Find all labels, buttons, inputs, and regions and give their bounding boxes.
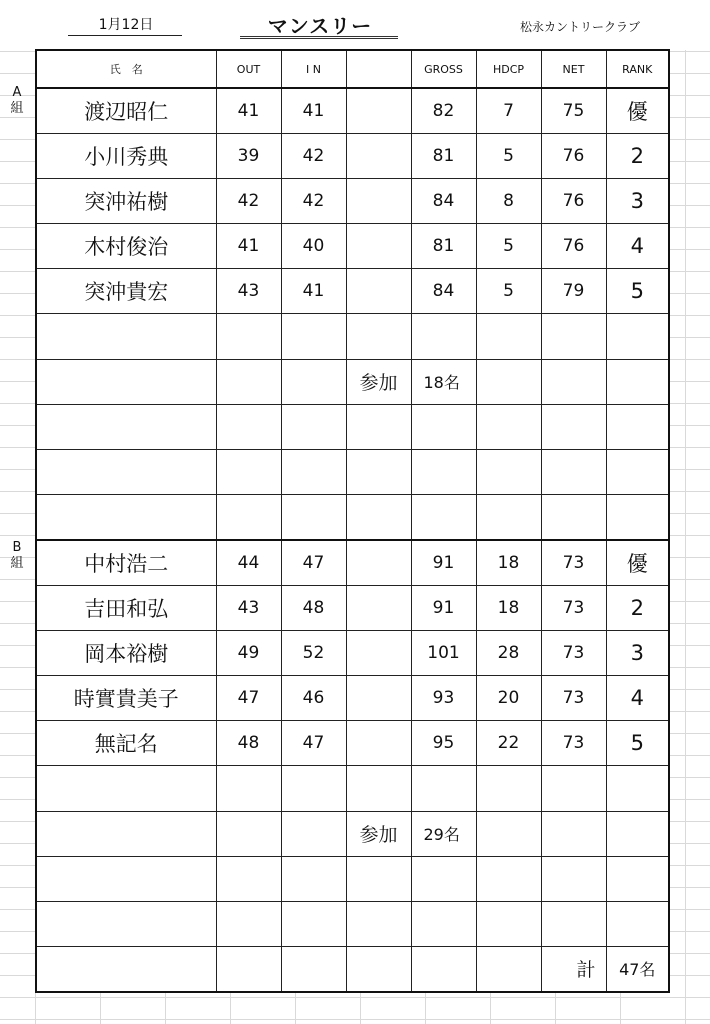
player-name: 時實貴美子 [36,676,216,721]
out-score: 44 [216,540,281,586]
title-underline [240,36,398,39]
empty-cell [541,494,606,540]
participation-count: 29名 [411,811,476,856]
table-row [36,586,669,631]
col-header-net: NET [541,50,606,88]
net-score: 79 [541,269,606,314]
empty-cell [346,404,411,449]
empty-cell [346,449,411,494]
empty-cell [606,766,669,811]
empty-cell [36,946,216,992]
empty-cell [476,901,541,946]
empty-cell [476,856,541,901]
participation-row [36,811,669,856]
gross-score: 84 [411,269,476,314]
table-row [36,134,669,179]
empty-cell [36,856,216,901]
gross-score: 81 [411,224,476,269]
rank: 3 [606,179,669,224]
empty-row [36,856,669,901]
player-name: 渡辺昭仁 [36,88,216,134]
hdcp-value: 28 [476,631,541,676]
empty-cell [216,449,281,494]
rank: 4 [606,676,669,721]
empty-cell [281,811,346,856]
in-score: 47 [281,721,346,766]
in-score: 46 [281,676,346,721]
empty-cell [476,359,541,404]
empty-cell [541,766,606,811]
empty-cell [346,856,411,901]
empty-cell [346,494,411,540]
total-count: 47名 [606,946,669,992]
hdcp-value: 5 [476,224,541,269]
rank: 2 [606,134,669,179]
empty-cell [541,314,606,359]
empty-cell [216,856,281,901]
hdcp-value: 18 [476,586,541,631]
in-score: 42 [281,134,346,179]
empty-cell [346,946,411,992]
empty-cell [476,811,541,856]
out-score: 49 [216,631,281,676]
blank-cell [346,88,411,134]
player-name: 突沖祐樹 [36,179,216,224]
empty-cell [281,766,346,811]
out-score: 41 [216,88,281,134]
empty-cell [606,449,669,494]
hdcp-value: 20 [476,676,541,721]
col-header-gross: GROSS [411,50,476,88]
page-title: マンスリー [267,14,373,38]
net-score: 76 [541,224,606,269]
table-row [36,540,669,586]
empty-cell [216,946,281,992]
empty-row [36,314,669,359]
rank: 優 [606,88,669,134]
blank-cell [346,631,411,676]
group-b-kanji: 組 [10,556,24,571]
empty-cell [281,314,346,359]
empty-cell [411,856,476,901]
group-a-label [6,85,28,117]
empty-cell [411,404,476,449]
net-score: 76 [541,134,606,179]
gross-score: 101 [411,631,476,676]
empty-cell [36,314,216,359]
empty-cell [346,901,411,946]
empty-cell [476,449,541,494]
empty-cell [476,314,541,359]
empty-cell [36,494,216,540]
club-name: 松永カントリークラブ [519,20,640,34]
gross-score: 91 [411,586,476,631]
blank-cell [346,179,411,224]
player-name: 中村浩二 [36,540,216,586]
table-row [36,179,669,224]
empty-cell [36,449,216,494]
table-row [36,631,669,676]
empty-cell [36,404,216,449]
group-b-letter: B [12,540,22,555]
rank: 5 [606,269,669,314]
results-table [35,49,670,993]
empty-cell [216,314,281,359]
net-score: 73 [541,586,606,631]
empty-row [36,449,669,494]
table-row [36,269,669,314]
empty-cell [216,494,281,540]
empty-cell [281,856,346,901]
player-name: 小川秀典 [36,134,216,179]
empty-cell [281,404,346,449]
page-header [0,0,710,50]
empty-row [36,404,669,449]
hdcp-value: 8 [476,179,541,224]
empty-cell [541,404,606,449]
hdcp-value: 5 [476,269,541,314]
empty-cell [606,314,669,359]
hdcp-value: 22 [476,721,541,766]
player-name: 木村俊治 [36,224,216,269]
empty-cell [36,811,216,856]
total-label: 計 [541,946,606,992]
blank-cell [346,721,411,766]
gross-score: 81 [411,134,476,179]
hdcp-value: 18 [476,540,541,586]
out-score: 39 [216,134,281,179]
in-score: 48 [281,586,346,631]
out-score: 48 [216,721,281,766]
total-row [36,946,669,992]
empty-cell [476,946,541,992]
player-name: 無記名 [36,721,216,766]
empty-cell [606,359,669,404]
empty-cell [411,314,476,359]
col-header-blank [346,50,411,88]
empty-cell [411,449,476,494]
player-name: 吉田和弘 [36,586,216,631]
in-score: 52 [281,631,346,676]
empty-cell [281,359,346,404]
empty-row [36,901,669,946]
header-row [36,50,669,88]
blank-cell [346,224,411,269]
hdcp-value: 7 [476,88,541,134]
empty-cell [541,449,606,494]
empty-cell [36,766,216,811]
table-row [36,676,669,721]
empty-cell [411,946,476,992]
gross-score: 93 [411,676,476,721]
rank: 3 [606,631,669,676]
out-score: 41 [216,224,281,269]
empty-cell [346,766,411,811]
gross-score: 91 [411,540,476,586]
col-header-rank: RANK [606,50,669,88]
table-row [36,721,669,766]
in-score: 47 [281,540,346,586]
out-score: 42 [216,179,281,224]
participation-row [36,359,669,404]
rank: 5 [606,721,669,766]
empty-cell [346,314,411,359]
player-name: 突沖貴宏 [36,269,216,314]
col-header-in: I N [281,50,346,88]
empty-cell [281,946,346,992]
net-score: 76 [541,179,606,224]
empty-cell [541,811,606,856]
empty-cell [411,766,476,811]
empty-cell [476,404,541,449]
empty-row [36,494,669,540]
empty-cell [606,404,669,449]
blank-cell [346,586,411,631]
empty-cell [216,404,281,449]
empty-row [36,766,669,811]
empty-cell [216,901,281,946]
table-row [36,224,669,269]
empty-cell [606,901,669,946]
gross-score: 82 [411,88,476,134]
empty-cell [606,494,669,540]
empty-cell [541,901,606,946]
group-a-letter: A [12,85,22,100]
empty-cell [606,811,669,856]
out-score: 43 [216,269,281,314]
date: 1月12日 [98,17,154,33]
gross-score: 84 [411,179,476,224]
net-score: 73 [541,676,606,721]
col-header-name: 氏 名 [36,50,216,88]
net-score: 75 [541,88,606,134]
blank-cell [346,269,411,314]
col-header-hdcp: HDCP [476,50,541,88]
date-underline [68,35,182,36]
rank: 4 [606,224,669,269]
hdcp-value: 5 [476,134,541,179]
blank-cell [346,676,411,721]
empty-cell [216,359,281,404]
in-score: 42 [281,179,346,224]
group-a-kanji: 組 [10,101,24,116]
empty-cell [411,494,476,540]
out-score: 43 [216,586,281,631]
out-score: 47 [216,676,281,721]
empty-cell [541,856,606,901]
net-score: 73 [541,631,606,676]
in-score: 40 [281,224,346,269]
participation-label: 参加 [346,359,411,404]
gross-score: 95 [411,721,476,766]
col-header-out: OUT [216,50,281,88]
empty-cell [36,359,216,404]
empty-cell [411,901,476,946]
player-name: 岡本裕樹 [36,631,216,676]
empty-cell [36,901,216,946]
participation-count: 18名 [411,359,476,404]
table-row [36,88,669,134]
empty-cell [606,856,669,901]
group-b-label [6,540,28,572]
net-score: 73 [541,540,606,586]
empty-cell [216,766,281,811]
participation-label: 参加 [346,811,411,856]
empty-cell [281,901,346,946]
empty-cell [216,811,281,856]
empty-cell [281,494,346,540]
empty-cell [476,494,541,540]
blank-cell [346,540,411,586]
empty-cell [541,359,606,404]
rank: 2 [606,586,669,631]
net-score: 73 [541,721,606,766]
blank-cell [346,134,411,179]
empty-cell [476,766,541,811]
empty-cell [281,449,346,494]
rank: 優 [606,540,669,586]
in-score: 41 [281,88,346,134]
in-score: 41 [281,269,346,314]
